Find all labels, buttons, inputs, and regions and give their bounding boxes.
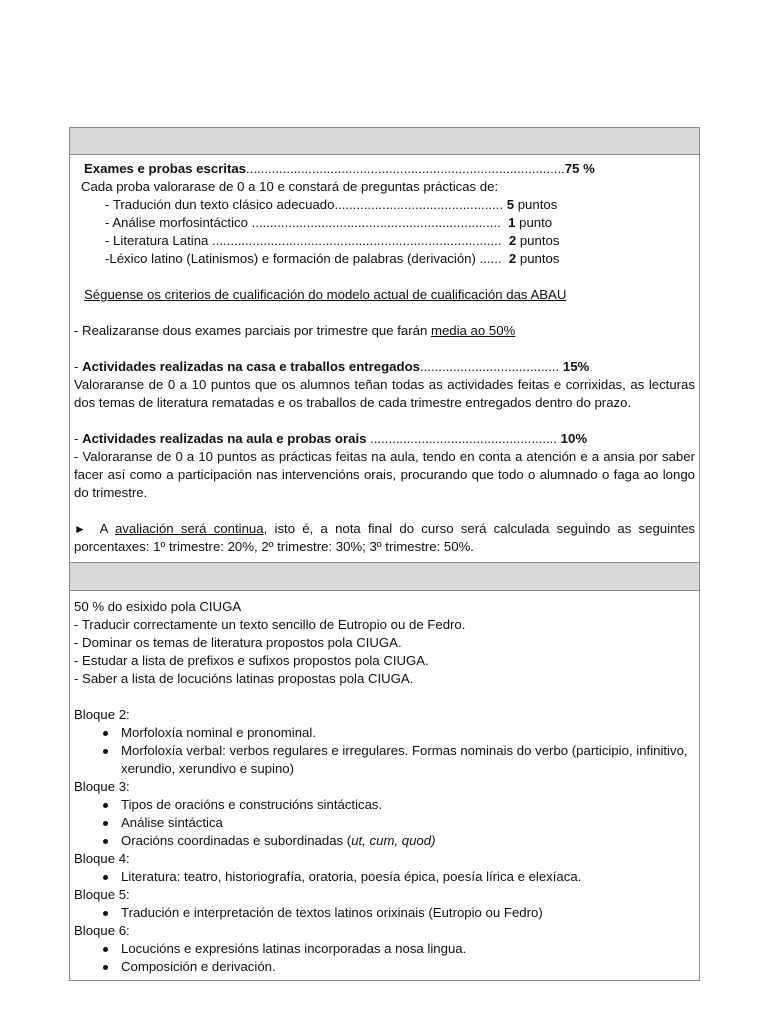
criteria-note: Séguense os criterios de cualificación do modelo actual de cualificación das ABAU: [84, 287, 567, 302]
bloque-6-title: Bloque 6:: [74, 923, 130, 938]
bloque-4-title: Bloque 4:: [74, 851, 130, 866]
bloque-5-list: [74, 904, 695, 922]
bullet-icon: [103, 731, 108, 736]
class-percent: 10%: [560, 431, 588, 446]
list-item: Locucións e expresións latinas incorporadas a nosa lingua.: [74, 940, 695, 958]
header-band-2: [70, 563, 700, 591]
list-item: Tipos de oracións e construcións sintácticas.: [74, 796, 695, 814]
list-item: Literatura: teatro, historiografía, oratoria, poesía épica, poesía lírica e elexíaca.: [74, 868, 695, 886]
item-analysis: - Análise morfosintáctico .................................................................... 1 punto: [105, 215, 553, 230]
item-lexicon: -Léxico latino (Latinismos) e formación de palabras (derivación) ...... 2 puntos: [105, 251, 560, 266]
evaluation-note: ► A avaliación será continua, isto é, a nota final do curso será calculada seguindo as seguintes porcentaxes: 1º trimestre: 20%, 2º trimestre: 30%; 3º trimestre: 50%.: [74, 521, 696, 554]
list-item: Tradución e interpretación de textos latinos orixinais (Eutropio ou Fedro): [74, 904, 695, 922]
exams-line: Exames e probas escritas.......................................................................................75 %: [84, 161, 595, 176]
proba-intro: Cada proba valorarase de 0 a 10 e constará de preguntas prácticas de:: [81, 179, 499, 194]
item-literature: - Literatura Latina ............................................................................... 2 puntos: [105, 233, 560, 248]
ciuga-intro: 50 % do esixido pola CIUGA: [74, 599, 242, 614]
bullet-icon: [103, 875, 108, 880]
arrow-right-icon: ►: [74, 522, 86, 536]
bullet-icon: [103, 803, 108, 808]
goal-item: - Saber a lista de locucións latinas propostas pola CIUGA.: [74, 671, 414, 686]
home-percent: 15%: [562, 359, 590, 374]
bullet-icon: [103, 911, 108, 916]
bloque-4-list: [74, 868, 695, 886]
class-activities-line: - Actividades realizadas na aula e probas orais ................................................... 10%: [74, 431, 588, 446]
list-item: Oracións coordinadas e subordinadas (ut, cum, quod): [74, 832, 695, 850]
bullet-icon: [103, 821, 108, 826]
exams-label: Exames e probas escritas: [84, 161, 247, 176]
list-item: Composición e derivación.: [74, 958, 695, 976]
partials-average: media ao 50%: [430, 323, 516, 338]
class-description: - Valoraranse de 0 a 10 puntos as prácticas feitas na aula, tendo en conta a atención e a ansia por saber facer así como a participación nas intervencións orais, procurando que todo o alumnado o faga ao longo do trimestre.: [74, 449, 695, 500]
bullet-icon: [103, 965, 108, 970]
bloque-3-list: [74, 796, 695, 850]
bullet-icon: [103, 749, 108, 754]
evaluation-table: [69, 127, 700, 981]
ciuga-section: [70, 591, 700, 981]
header-band-1: [70, 128, 700, 155]
goal-item: - Traducir correctamente un texto sencillo de Eutropio ou de Fedro.: [74, 617, 466, 632]
home-description: Valoraranse de 0 a 10 puntos que os alumnos teñan todas as actividades feitas e corrixidas, as lecturas dos temas de literatura rematadas e os traballos de cada trimestre entregados dentro do prazo.: [74, 377, 695, 410]
exams-percent: 75 %: [564, 161, 595, 176]
bullet-icon: [103, 839, 108, 844]
bloque-6-list: [74, 940, 695, 976]
partials-line: - Realizaranse dous exames parciais por trimestre que farán media ao 50%: [74, 323, 516, 338]
item-translation: - Tradución dun texto clásico adecuado.............................................. 5 puntos: [105, 197, 558, 212]
list-item: Morfoloxía nominal e pronominal.: [74, 724, 695, 742]
bloque-2-title: Bloque 2:: [74, 707, 130, 722]
goal-item: - Dominar os temas de literatura propostos pola CIUGA.: [74, 635, 402, 650]
list-item: Análise sintáctica: [74, 814, 695, 832]
bloque-2-list: [74, 724, 695, 778]
bloque-5-title: Bloque 5:: [74, 887, 130, 902]
home-activities-line: - Actividades realizadas na casa e traballos entregados...................................... 15%: [74, 359, 590, 374]
grading-section: [70, 155, 700, 563]
bullet-icon: [103, 947, 108, 952]
goal-item: - Estudar a lista de prefixos e sufixos propostos pola CIUGA.: [74, 653, 429, 668]
list-item: Morfoloxía verbal: verbos regulares e irregulares. Formas nominais do verbo (participio, infinitivo, xerundio, xerundivo e supino): [74, 742, 695, 778]
bloque-3-title: Bloque 3:: [74, 779, 130, 794]
